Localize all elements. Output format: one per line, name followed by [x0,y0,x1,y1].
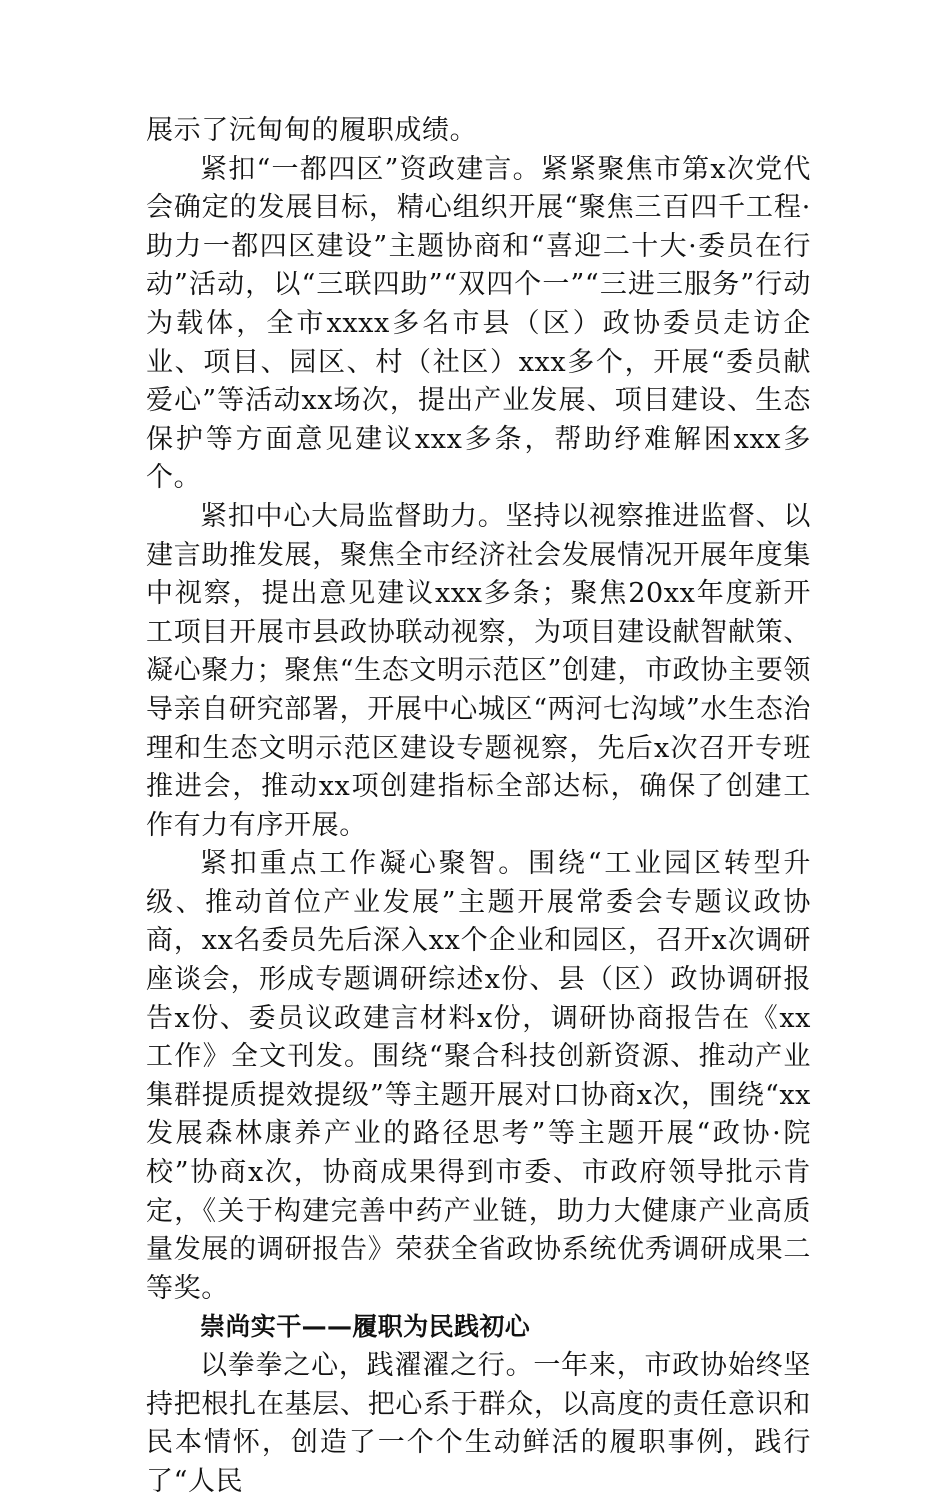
paragraph-continuation: 展示了沅甸甸的履职成绩。 [146,115,478,146]
document-body [146,112,811,1501]
paragraph-advice: 紧扣“一都四区”资政建言。紧紧聚焦市第x次党代会确定的发展目标，精心组织开展“聚焦三百四千工程·助力一都四区建设”主题协商和“喜迎二十大·委员在行动”活动，以“三联四助”“双四个一”“三进三服务”行动为载体，全市xxxx多名市县（区）政协委员走访企业、项目、园区、村（社区）xxx多个，开展“委员献爱心”等活动xx场次，提出产业发展、项目建设、生态保护等方面意见建议xxx多条，帮助纾难解困xxx多个。 [146,153,811,494]
paragraph-key-work: 紧扣重点工作凝心聚智。围绕“工业园区转型升级、推动首位产业发展”主题开展常委会专题议政协商，xx名委员先后深入xx个企业和园区，召开x次调研座谈会，形成专题调研综述x份、县（区）政协调研报告x份、委员议政建言材料x份，调研协商报告在《xx工作》全文刊发。围绕“聚合科技创新资源、推动产业集群提质提效提级”等主题开展对口协商x次，围绕“xx发展森林康养产业的路径思考”等主题开展“政协·院校”协商x次，协商成果得到市委、市政府领导批示肯定，《关于构建完善中药产业链，助力大健康产业高质量发展的调研报告》荣获全省政协系统优秀调研成果二等奖。 [146,848,811,1304]
paragraph-supervision: 紧扣中心大局监督助力。坚持以视察推进监督、以建言助推发展，聚焦全市经济社会发展情况开展年度集中视察，提出意见建议xxx多条；聚焦20xx年度新开工项目开展市县政协联动视察，为项目建设献智献策、凝心聚力；聚焦“生态文明示范区”创建，市政协主要领导亲自研究部署，开展中心城区“两河七沟域”水生态治理和生态文明示范区建设专题视察，先后x次召开专班推进会，推动xx项创建指标全部达标，确保了创建工作有力有序开展。 [146,500,811,841]
paragraph-after-heading: 以拳拳之心，践濯濯之行。一年来，市政协始终坚持把根扎在基层、把心系于群众，以高度的责任意识和民本情怀，创造了一个个生动鲜活的履职事例，践行了“人民 [146,1350,811,1497]
section-heading: 崇尚实干——履职为民践初心 [200,1312,531,1342]
